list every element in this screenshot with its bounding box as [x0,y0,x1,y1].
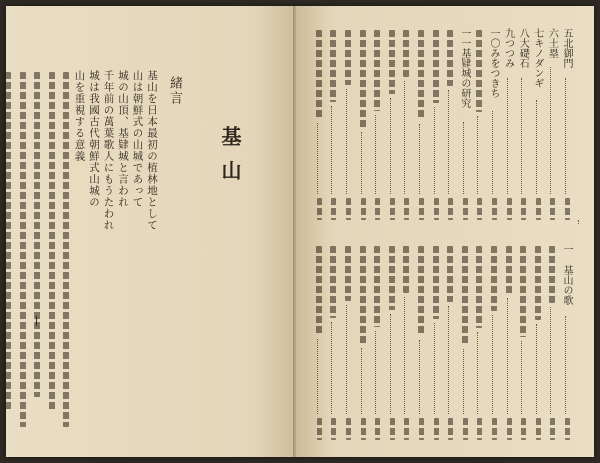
illegible-page-number [565,198,570,220]
toc-leader-dots [536,324,538,414]
toc-leader-dots [317,123,319,194]
toc-leader-dots [507,298,509,414]
toc-leader-dots [390,98,392,194]
toc-leader-dots [375,331,377,414]
toc-leader-dots [390,314,392,414]
illegible-toc-entry [447,30,453,86]
illegible-toc-entry [316,30,322,119]
illegible-page-number [419,418,424,440]
left-page [6,6,296,457]
section-title: 緒言 [167,76,182,106]
illegible-page-number [317,198,322,220]
body-text-line: 千年前の萬葉歌人にもうたわれ [102,70,115,231]
illegible-page-number [346,418,351,440]
illegible-page-number [375,198,380,220]
toc-divider [578,220,580,224]
illegible-toc-entry [389,246,395,310]
illegible-toc-entry [345,30,351,85]
illegible-page-number [390,418,395,440]
toc-leader-dots [507,78,509,194]
toc-leader-dots [434,107,436,194]
toc-entry: 一〇みをつきち [488,28,499,98]
book-spread [6,6,594,457]
toc-leader-dots [404,81,406,194]
illegible-page-number [536,198,541,220]
illegible-text-line [49,72,55,412]
illegible-page-number [521,418,526,440]
illegible-toc-entry [549,246,555,303]
illegible-toc-entry [389,30,395,94]
toc-leader-dots [419,124,421,194]
toc-leader-dots [521,341,523,414]
illegible-page-number [375,418,380,440]
illegible-page-number [477,198,482,220]
body-text-line: 山は朝鮮式の山城であって [131,70,144,208]
illegible-page-number [331,198,336,220]
toc-leader-dots [550,67,552,194]
illegible-toc-entry [520,246,526,337]
toc-entry: 六土塁 [546,28,558,58]
illegible-toc-entry [360,30,366,128]
illegible-toc-entry [374,246,380,327]
illegible-page-number [550,198,555,220]
toc-leader-dots [331,322,333,414]
illegible-text-line [20,72,26,427]
toc-leader-dots [448,90,450,194]
toc-leader-dots [317,339,319,414]
illegible-page-number [448,418,453,440]
body-text-line: 山を重視する意義 [73,70,86,162]
toc-leader-dots [463,122,465,194]
toc-leader-dots [331,106,333,194]
toc-entry: 一一基肄城の研究 [458,28,470,108]
illegible-toc-entry [506,246,512,294]
illegible-toc-entry [403,30,409,77]
body-text-line: 城は我國古代朝鮮式山城の [88,70,100,208]
illegible-toc-entry [316,246,322,335]
illegible-toc-entry [433,30,439,103]
toc-leader-dots [565,316,567,414]
illegible-text-line [34,72,40,397]
illegible-toc-entry [330,30,336,102]
illegible-toc-entry [345,246,351,301]
illegible-page-number [448,198,453,220]
toc-entry: 五北御門 [561,28,572,68]
illegible-toc-entry [374,30,380,111]
illegible-page-number [434,418,439,440]
illegible-page-number [463,198,468,220]
toc-leader-dots [477,332,479,414]
illegible-page-number [346,198,351,220]
illegible-page-number [477,418,482,440]
illegible-toc-entry [476,30,482,112]
toc-leader-dots [346,305,348,414]
toc-leader-dots [521,78,523,194]
toc-leader-dots [492,111,494,194]
toc-entry: 一 基山の歌 [561,244,572,305]
toc-leader-dots [477,116,479,194]
toc-entry: 八大礎石 [517,28,529,68]
illegible-page-number [536,418,541,440]
illegible-toc-entry [418,246,424,336]
toc-leader-dots [361,132,363,194]
toc-leader-dots [550,307,552,414]
toc-entry: 九つつみ [502,28,514,68]
toc-leader-dots [448,306,450,414]
illegible-page-number [404,418,409,440]
toc-leader-dots [492,315,494,414]
illegible-toc-entry [447,246,453,302]
illegible-page-number [390,198,395,220]
toc-entry: 七キノダンギ [531,28,543,88]
toc-leader-dots [419,340,421,414]
illegible-text-line [6,72,11,412]
toc-leader-dots [463,349,465,414]
illegible-page-number [550,418,555,440]
illegible-toc-entry [535,246,541,320]
illegible-toc-entry [491,246,497,311]
illegible-page-number [419,198,424,220]
illegible-toc-entry [403,246,409,293]
illegible-page-number [507,418,512,440]
illegible-page-number [404,198,409,220]
toc-leader-dots [404,297,406,414]
illegible-toc-entry [360,246,366,344]
illegible-toc-entry [433,246,439,319]
illegible-page-number [521,198,526,220]
body-text-line: 基山を日本最初の植林地として [146,70,158,231]
illegible-page-number [317,418,322,440]
toc-leader-dots [346,89,348,194]
right-page [296,6,594,457]
illegible-page-number [434,198,439,220]
illegible-toc-entry [418,30,424,120]
illegible-toc-entry [462,246,468,345]
chapter-title: 基山 [218,126,242,194]
illegible-page-number [463,418,468,440]
toc-leader-dots [361,348,363,414]
illegible-page-number [507,198,512,220]
illegible-page-number [361,418,366,440]
illegible-page-number [492,198,497,220]
body-text-line: 城の山頂、基肄城と言われ [117,70,129,208]
toc-leader-dots [565,78,567,194]
illegible-page-number [331,418,336,440]
illegible-toc-entry [330,246,336,318]
toc-leader-dots [434,323,436,414]
illegible-toc-entry [476,246,482,328]
toc-leader-dots [375,115,377,194]
toc-leader-dots [536,100,538,194]
illegible-page-number [361,198,366,220]
illegible-page-number [492,418,497,440]
illegible-page-number [565,418,570,440]
illegible-text-line [63,72,69,427]
